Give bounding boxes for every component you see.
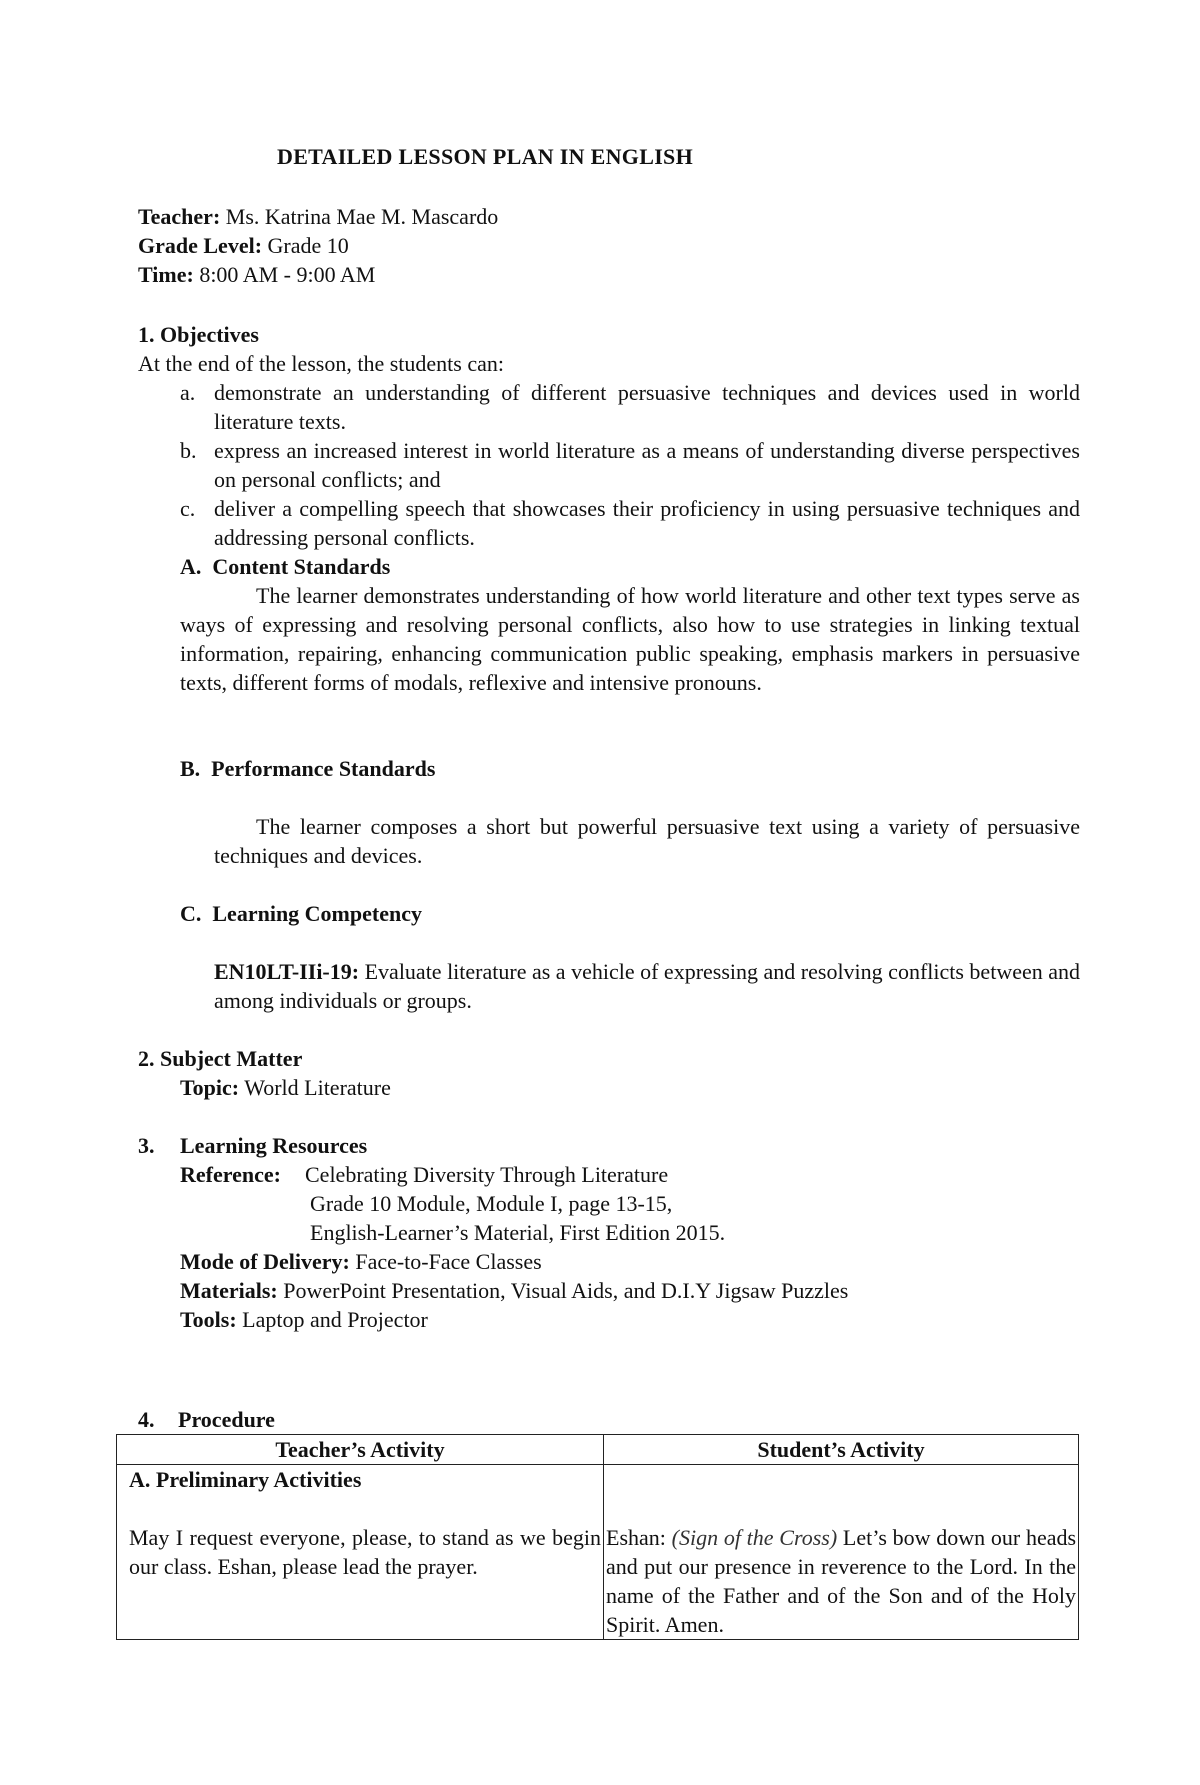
mode-line xyxy=(180,1247,542,1276)
procedure-table xyxy=(116,1434,1079,1640)
competency-text: Evaluate literature as a vehicle of expressing and resolving conflicts between and among individuals or groups. xyxy=(214,959,1080,1013)
objectives-intro: At the end of the lesson, the students can: xyxy=(138,351,504,376)
mode-label: Mode of Delivery: xyxy=(180,1249,350,1274)
reference-label xyxy=(180,1160,281,1189)
reference-line: Celebrating Diversity Through Literature xyxy=(305,1162,669,1187)
topic-line xyxy=(180,1073,391,1102)
subject-matter-heading: 2. Subject Matter xyxy=(138,1046,303,1071)
topic-value: World Literature xyxy=(244,1075,391,1100)
student-activity-cell xyxy=(604,1465,1079,1640)
time-value: 8:00 AM - 9:00 AM xyxy=(199,262,376,287)
objective-item-b xyxy=(180,436,1080,494)
materials-line xyxy=(180,1276,848,1305)
teacher-label: Teacher: xyxy=(138,204,221,229)
procedure-heading: Procedure xyxy=(178,1407,275,1432)
tools-line xyxy=(180,1305,428,1334)
performance-standards-body: The learner composes a short but powerful persuasive text using a variety of persuasive techniques and devices. xyxy=(214,814,1080,868)
performance-standards-heading: B. Performance Standards xyxy=(180,756,436,781)
content-standards-body: The learner demonstrates understanding of how world literature and other text types serve as ways of expressing and resolving personal conflicts, also how to use strategies in linking textual information, repairing, enhancing communication public speaking, emphasis markers in persuasive texts, different forms of modals, reflexive and intensive pronouns. xyxy=(180,583,1080,695)
table-header-row xyxy=(117,1435,1079,1465)
objective-text: demonstrate an understanding of different persuasive techniques and devices used in world literature texts. xyxy=(214,380,1080,434)
materials-label: Materials: xyxy=(180,1278,278,1303)
teacher-activity-text: May I request everyone, please, to stand as we begin our class. Eshan, please lead the prayer. xyxy=(129,1525,601,1579)
topic-label: Topic: xyxy=(180,1075,240,1100)
reference-line: Grade 10 Module, Module I, page 13-15, xyxy=(310,1191,673,1216)
objectives-heading: 1. Objectives xyxy=(138,322,259,347)
student-italic-note: (Sign of the Cross) xyxy=(671,1525,838,1550)
table-row xyxy=(117,1465,1079,1640)
teacher-activity-cell xyxy=(117,1465,604,1640)
student-prayer-text: Let’s bow down our heads and put our presence in reverence to the Lord. In the name of the Father and of the Son and of the Holy Spirit. Amen. xyxy=(606,1525,1077,1637)
procedure-number: 4. xyxy=(138,1407,155,1432)
grade-line xyxy=(138,231,349,260)
learning-competency-heading: C. Learning Competency xyxy=(180,901,422,926)
student-activity-header: Student’s Activity xyxy=(604,1435,1079,1465)
student-name: Eshan: xyxy=(606,1525,666,1550)
time-line xyxy=(138,260,375,289)
objective-item-a xyxy=(180,378,1080,436)
teacher-line xyxy=(138,202,498,231)
tools-label: Tools: xyxy=(180,1307,237,1332)
objective-letter: c. xyxy=(180,496,196,521)
learning-resources-number: 3. xyxy=(138,1133,155,1158)
learning-resources-heading: Learning Resources xyxy=(180,1133,368,1158)
mode-value: Face-to-Face Classes xyxy=(355,1249,542,1274)
objective-letter: b. xyxy=(180,438,197,463)
objective-text: express an increased interest in world literature as a means of understanding diverse perspectives on personal conflicts; and xyxy=(214,438,1080,492)
content-standards-heading: A. Content Standards xyxy=(180,554,391,579)
tools-value: Laptop and Projector xyxy=(242,1307,428,1332)
objective-item-c xyxy=(180,494,1080,552)
grade-value: Grade 10 xyxy=(267,233,349,258)
document-title: DETAILED LESSON PLAN IN ENGLISH xyxy=(277,144,693,169)
materials-value: PowerPoint Presentation, Visual Aids, and D.I.Y Jigsaw Puzzles xyxy=(283,1278,849,1303)
learning-competency-body xyxy=(214,957,1080,1015)
grade-label: Grade Level: xyxy=(138,233,263,258)
student-activity-text xyxy=(606,1523,1076,1639)
competency-code: EN10LT-IIi-19: xyxy=(214,959,360,984)
objective-text: deliver a compelling speech that showcases their proficiency in using persuasive techniques and addressing personal conflicts. xyxy=(214,496,1080,550)
preliminary-activities-heading: A. Preliminary Activities xyxy=(129,1467,362,1492)
teacher-value: Ms. Katrina Mae M. Mascardo xyxy=(225,204,499,229)
reference-label-text: Reference: xyxy=(180,1162,281,1187)
objective-letter: a. xyxy=(180,380,196,405)
reference-line: English-Learner’s Material, First Edition 2015. xyxy=(310,1220,726,1245)
time-label: Time: xyxy=(138,262,194,287)
teacher-activity-header: Teacher’s Activity xyxy=(117,1435,604,1465)
